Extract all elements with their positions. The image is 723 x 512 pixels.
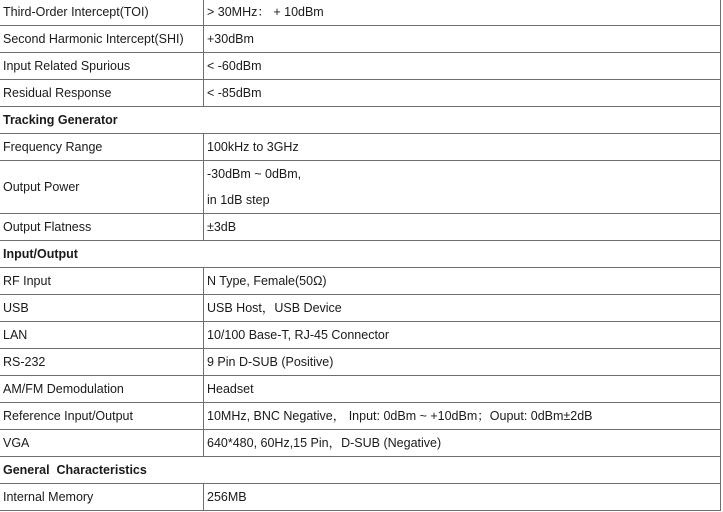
table-row xyxy=(0,26,721,53)
spec-value-line: in 1dB step xyxy=(207,193,270,207)
table-row xyxy=(0,376,721,403)
spec-value: 256MB xyxy=(204,484,721,511)
spec-label: AM/FM Demodulation xyxy=(0,376,204,403)
spec-value: 640*480, 60Hz,15 Pin，D-SUB (Negative) xyxy=(204,430,721,457)
spec-value: +30dBm xyxy=(204,26,721,53)
table-row xyxy=(0,268,721,295)
table-row xyxy=(0,484,721,511)
spec-label: VGA xyxy=(0,430,204,457)
table-row xyxy=(0,134,721,161)
table-row xyxy=(0,403,721,430)
spec-label: Input Related Spurious xyxy=(0,53,204,80)
table-row xyxy=(0,80,721,107)
spec-value xyxy=(204,161,721,214)
spec-value: < -85dBm xyxy=(204,80,721,107)
spec-label: Internal Memory xyxy=(0,484,204,511)
spec-label: RF Input xyxy=(0,268,204,295)
spec-value-line: -30dBm ~ 0dBm, xyxy=(207,167,302,181)
table-row xyxy=(0,349,721,376)
section-title-input-output: Input/Output xyxy=(0,241,721,268)
spec-value: USB Host，USB Device xyxy=(204,295,721,322)
spec-label: Residual Response xyxy=(0,80,204,107)
spec-label: Frequency Range xyxy=(0,134,204,161)
spec-label: LAN xyxy=(0,322,204,349)
spec-value: 10/100 Base-T, RJ-45 Connector xyxy=(204,322,721,349)
spec-label: Output Flatness xyxy=(0,214,204,241)
section-row xyxy=(0,457,721,484)
spec-value: 10MHz, BNC Negative， Input: 0dBm ~ +10dBm；Ouput: 0dBm±2dB xyxy=(204,403,721,430)
table-row xyxy=(0,53,721,80)
spec-label: Third-Order Intercept(TOI) xyxy=(0,0,204,26)
section-title-tracking-generator: Tracking Generator xyxy=(0,107,721,134)
spec-value: 100kHz to 3GHz xyxy=(204,134,721,161)
section-row xyxy=(0,107,721,134)
spec-value: > 30MHz： + 10dBm xyxy=(204,0,721,26)
section-row xyxy=(0,241,721,268)
spec-label: Second Harmonic Intercept(SHI) xyxy=(0,26,204,53)
spec-label: Output Power xyxy=(0,161,204,214)
table-row xyxy=(0,430,721,457)
spec-value: Headset xyxy=(204,376,721,403)
section-title-general-characteristics: General Characteristics xyxy=(0,457,721,484)
table-row xyxy=(0,161,721,214)
spec-value: < -60dBm xyxy=(204,53,721,80)
spec-value: N Type, Female(50Ω) xyxy=(204,268,721,295)
spec-value: ±3dB xyxy=(204,214,721,241)
table-row xyxy=(0,295,721,322)
table-row xyxy=(0,214,721,241)
spec-label: Reference Input/Output xyxy=(0,403,204,430)
table-row xyxy=(0,322,721,349)
table-row xyxy=(0,0,721,26)
spec-value: 9 Pin D-SUB (Positive) xyxy=(204,349,721,376)
spec-label: USB xyxy=(0,295,204,322)
spec-label: RS-232 xyxy=(0,349,204,376)
